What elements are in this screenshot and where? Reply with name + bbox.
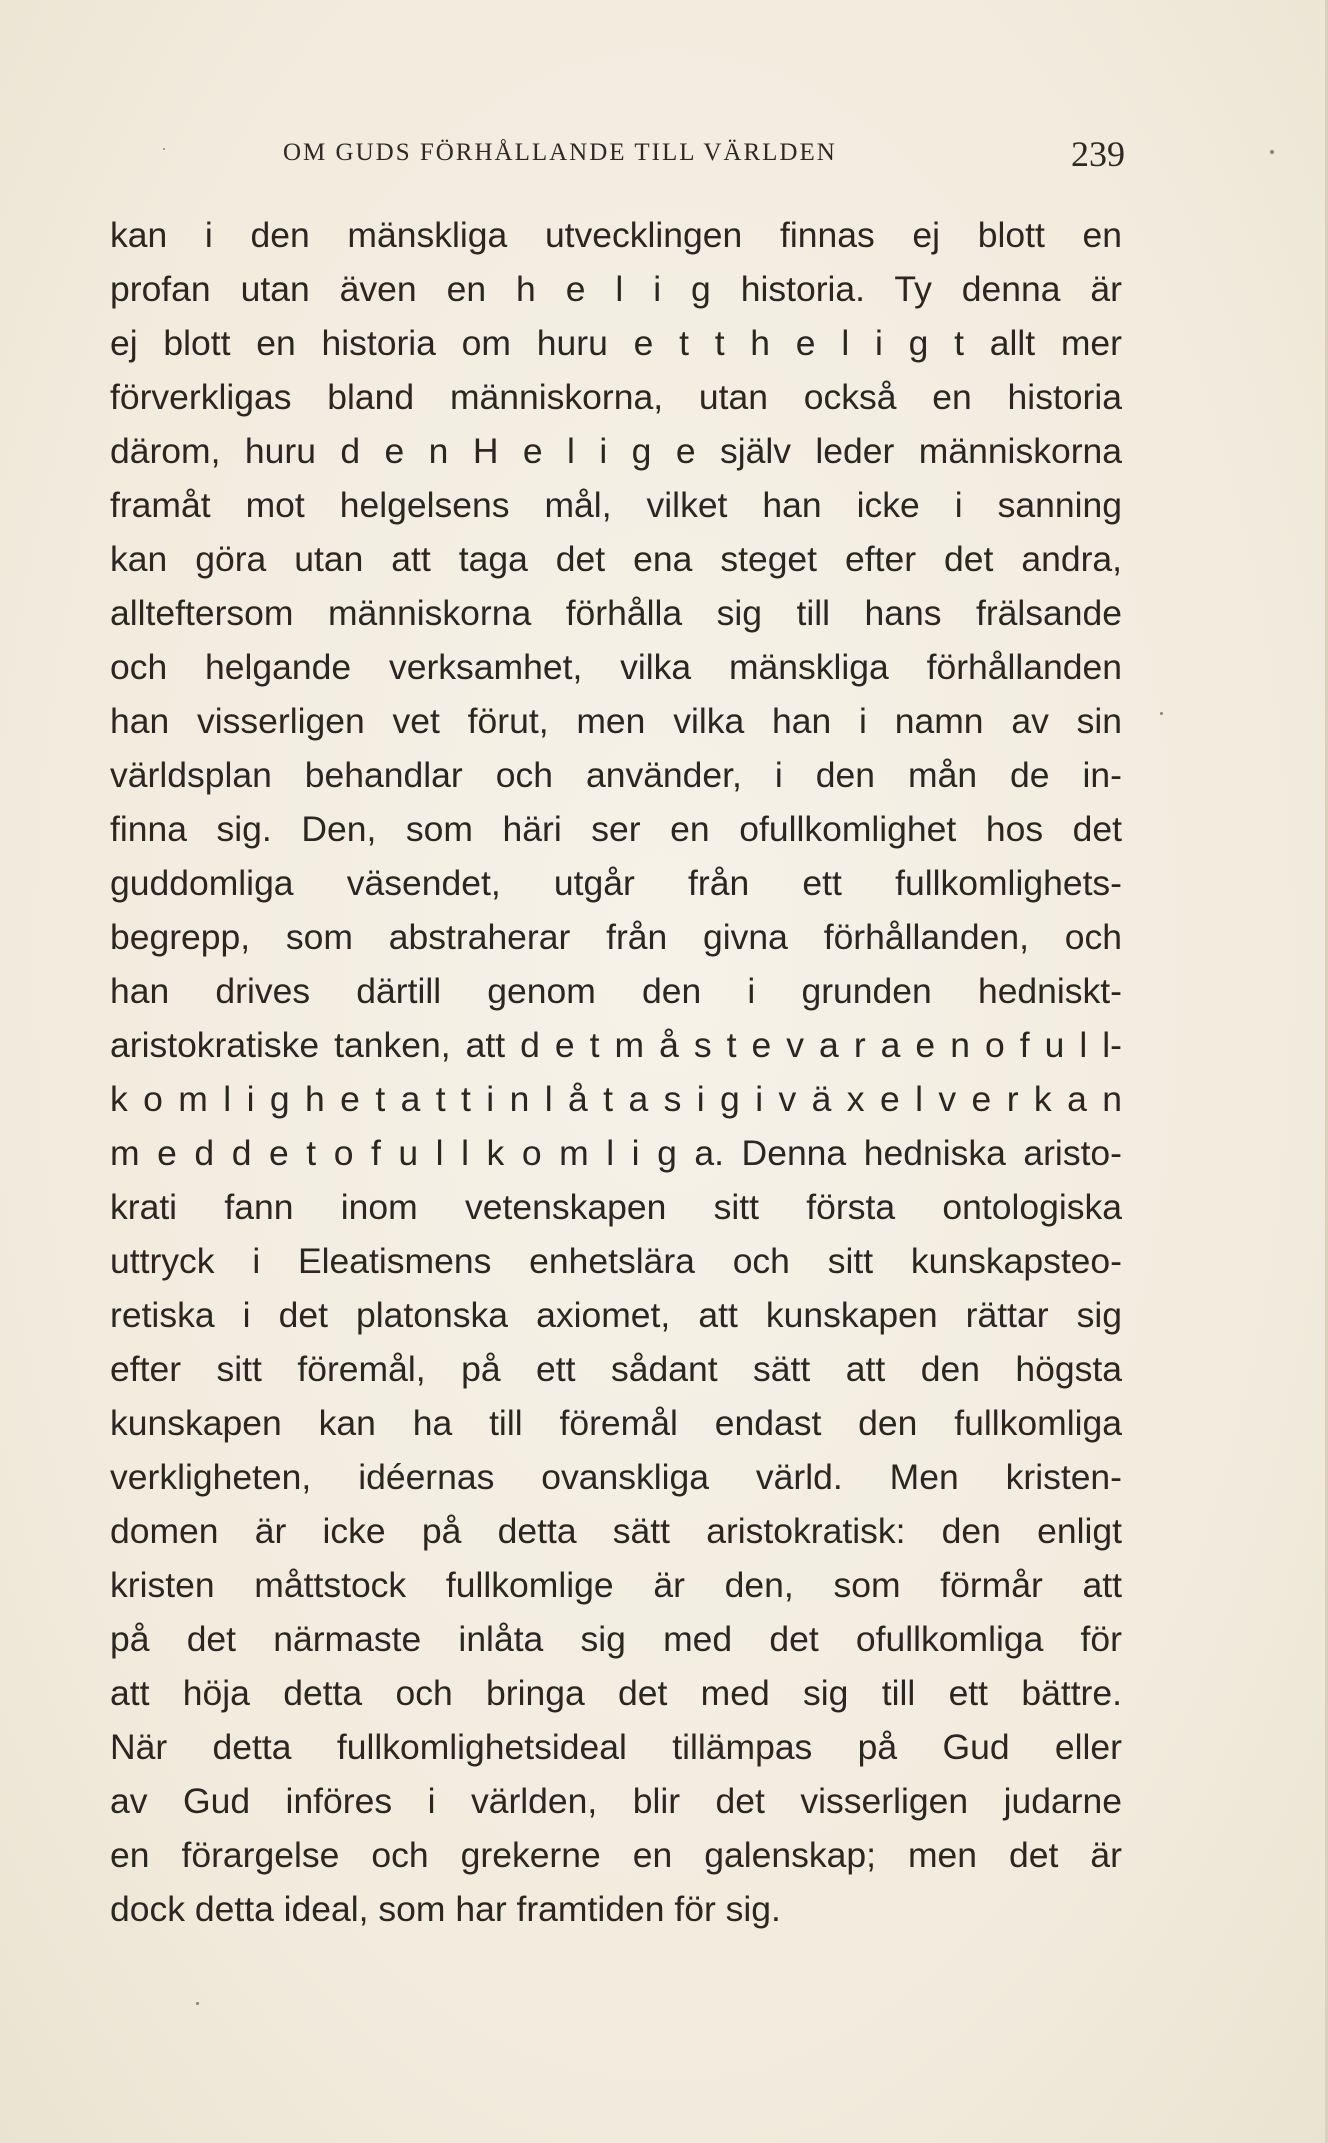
text-line: domen är icke på detta sätt aristokratisk: den enligt: [110, 1511, 1122, 1551]
text-line: guddomliga väsendet, utgår från ett fullkomlighets-: [110, 863, 1122, 903]
text-line: framåt mot helgelsens mål, vilket han icke i sanning: [110, 485, 1122, 525]
text-line: han visserligen vet förut, men vilka han i namn av sin: [110, 701, 1122, 741]
text-line: kan göra utan att taga det ena steget efter det andra,: [110, 539, 1122, 579]
text-line: uttryck i Eleatismens enhetslära och sitt kunskapsteo-: [110, 1241, 1122, 1281]
text-line: förverkligas bland människorna, utan också en historia: [110, 377, 1122, 417]
text-line: världsplan behandlar och använder, i den mån de in-: [110, 755, 1122, 795]
text-line: krati fann inom vetenskapen sitt första ontologiska: [110, 1187, 1122, 1227]
text-line: på det närmaste inlåta sig med det ofullkomliga för: [110, 1619, 1122, 1659]
paper-speck: [1270, 150, 1274, 154]
text-line-last: dock detta ideal, som har framtiden för sig.: [110, 1889, 781, 1929]
page-header: [110, 135, 1125, 175]
paper-speck: [163, 148, 165, 150]
text-line: allteftersom människorna förhålla sig till hans frälsande: [110, 593, 1122, 633]
paper-speck: [196, 2002, 199, 2005]
text-line: därom, huru d e n H e l i g e själv leder människorna: [110, 431, 1122, 471]
body-text: [110, 208, 1122, 1936]
text-line: och helgande verksamhet, vilka mänskliga förhållanden: [110, 647, 1122, 687]
page-number: 239: [1071, 134, 1125, 174]
paper-speck: [1160, 712, 1163, 715]
text-line: profan utan även en h e l i g historia. Ty denna är: [110, 269, 1122, 309]
text-line: retiska i det platonska axiomet, att kunskapen rättar sig: [110, 1295, 1122, 1335]
running-title: OM GUDS FÖRHÅLLANDE TILL VÄRLDEN: [283, 139, 837, 166]
text-line: att höja detta och bringa det med sig till ett bättre.: [110, 1673, 1122, 1713]
text-line: finna sig. Den, som häri ser en ofullkomlighet hos det: [110, 809, 1122, 849]
text-line: k o m l i g h e t a t t i n l å t a s i g i v ä x e l v e r k a n: [110, 1079, 1122, 1119]
text-line: ej blott en historia om huru e t t h e l i g t allt mer: [110, 323, 1122, 363]
text-line: kunskapen kan ha till föremål endast den fullkomliga: [110, 1403, 1122, 1443]
text-line: efter sitt föremål, på ett sådant sätt att den högsta: [110, 1349, 1122, 1389]
text-line: m e d d e t o f u l l k o m l i g a. Denna hedniska aristo-: [110, 1133, 1122, 1173]
text-line: han drives därtill genom den i grunden hedniskt-: [110, 971, 1122, 1011]
text-line: begrepp, som abstraherar från givna förhållanden, och: [110, 917, 1122, 957]
text-line: av Gud införes i världen, blir det visserligen judarne: [110, 1781, 1122, 1821]
text-line: en förargelse och grekerne en galenskap; men det är: [110, 1835, 1122, 1875]
text-line: kristen måttstock fullkomlige är den, som förmår att: [110, 1565, 1122, 1605]
text-line: verkligheten, idéernas ovanskliga värld. Men kristen-: [110, 1457, 1122, 1497]
text-line: När detta fullkomlighetsideal tillämpas på Gud eller: [110, 1727, 1122, 1767]
text-line: aristokratiske tanken, att d e t m å s t e v a r a e n o f u l l-: [110, 1025, 1122, 1065]
text-line: kan i den mänskliga utvecklingen finnas ej blott en: [110, 215, 1122, 255]
